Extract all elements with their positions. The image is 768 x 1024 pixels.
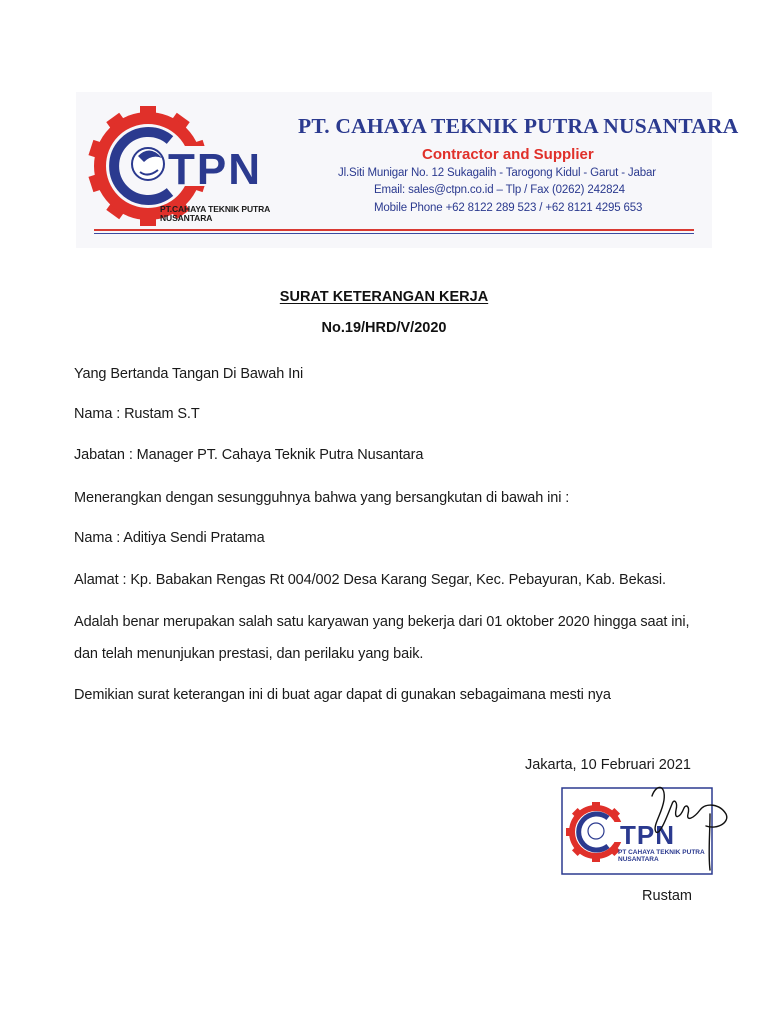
company-tagline: Contractor and Supplier [422, 146, 594, 163]
company-stamp [560, 774, 740, 884]
company-logo [86, 104, 286, 232]
stamp-wordmark: TPN [620, 820, 675, 850]
paragraph-employment: Adalah benar merupakan salah satu karyawan yang bekerja dari 01 oktober 2020 hingga saat ini, [74, 614, 690, 630]
paragraph-signer-position: Jabatan : Manager PT. Cahaya Teknik Putra Nusantara [74, 447, 424, 463]
document-number: No.19/HRD/V/2020 [321, 320, 447, 336]
paragraph-signer-name: Nama : Rustam S.T [74, 406, 200, 422]
company-phone: Mobile Phone +62 8122 289 523 / +62 8121 4295 653 [374, 202, 643, 214]
logo-wordmark: TPN [168, 145, 262, 194]
letterhead-rule-blue [94, 233, 694, 234]
paragraph-employee-name: Nama : Aditiya Sendi Pratama [74, 530, 265, 546]
logo-caption-line2: NUSANTARA [160, 213, 213, 223]
company-email: Email: sales@ctpn.co.id – Tlp / Fax (0262) 242824 [374, 184, 625, 196]
paragraph-employee-address: Alamat : Kp. Babakan Rengas Rt 004/002 Desa Karang Segar, Kec. Pebayuran, Kab. Bekasi. [74, 572, 666, 588]
paragraph-statement: Menerangkan dengan sesungguhnya bahwa yang bersangkutan di bawah ini : [74, 490, 570, 506]
company-address: Jl.Siti Munigar No. 12 Sukagalih - Tarogong Kidul - Garut - Jabar [338, 167, 656, 179]
signer-name: Rustam [642, 888, 692, 904]
paragraph-intro: Yang Bertanda Tangan Di Bawah Ini [74, 366, 304, 382]
document-title-text: SURAT KETERANGAN KERJA [279, 289, 489, 305]
document-title [0, 289, 768, 305]
paragraph-employment-cont: dan telah menunjukan prestasi, dan perilaku yang baik. [74, 646, 424, 662]
paragraph-closing: Demikian surat keterangan ini di buat agar dapat di gunakan sebagaimana mesti nya [74, 687, 611, 703]
stamp-caption-line2: NUSANTARA [618, 856, 659, 863]
stamp-caption [618, 849, 738, 863]
stamp-icon [560, 774, 740, 884]
company-name: PT. CAHAYA TEKNIK PUTRA NUSANTARA [298, 114, 739, 138]
logo-caption [160, 205, 300, 223]
place-date: Jakarta, 10 Februari 2021 [524, 757, 691, 773]
letterhead-rule-red [94, 229, 694, 231]
logo-caption-line1: PT.CAHAYA TEKNIK PUTRA [160, 204, 271, 214]
letterhead [76, 92, 739, 248]
stamp-caption-line1: PT CAHAYA TEKNIK PUTRA [618, 849, 705, 856]
